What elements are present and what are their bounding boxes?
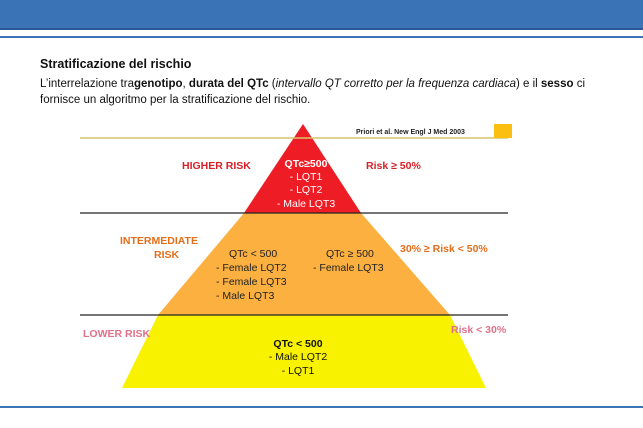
high-risk-value: Risk ≥ 50% (366, 160, 421, 172)
low-text-1: QTc < 500 (273, 338, 323, 350)
intro-bold-qtc: durata del QTc (188, 78, 269, 90)
intermediate-left-2: - Female LQT2 (216, 262, 287, 274)
footer-divider (0, 406, 643, 408)
intro-text-2: , (182, 78, 189, 90)
citation-color-box (494, 124, 512, 138)
intermediate-left-3: - Female LQT3 (216, 276, 287, 288)
intro-text-3: ( (268, 78, 276, 90)
intermediate-risk-value: 30% ≥ Risk < 50% (400, 243, 488, 255)
high-risk-label: HIGHER RISK (182, 160, 251, 172)
intermediate-risk-label-1: INTERMEDIATE (120, 235, 198, 247)
intermediate-right-1: QTc ≥ 500 (326, 248, 374, 260)
low-risk-label: LOWER RISK (83, 328, 151, 340)
intermediate-left-1: QTc < 500 (229, 248, 278, 260)
high-text-2: - LQT1 (289, 171, 323, 183)
high-text-3: - LQT2 (289, 184, 323, 196)
intermediate-right-2: - Female LQT3 (313, 262, 384, 274)
citation-text: Priori et al. New Engl J Med 2003 (356, 129, 465, 136)
intermediate-risk-label-2: RISK (154, 249, 180, 261)
pyramid-intermediate-level (158, 213, 450, 315)
high-text-1: QTc≥500 (284, 158, 328, 170)
intro-text-4: ) e il (515, 78, 541, 90)
intro-text-5: ci fornisce un algoritmo per la stratificazione del rischio. (40, 78, 585, 106)
high-text-4: - Male LQT3 (276, 198, 336, 210)
intermediate-left-4: - Male LQT3 (216, 290, 275, 302)
slide-title: Stratificazione del rischio (40, 57, 192, 71)
low-risk-value: Risk < 30% (451, 324, 507, 336)
intro-bold-sex: sesso (540, 78, 574, 90)
low-text-2: - Male LQT2 (268, 351, 328, 363)
intro-italic-qt: intervallo QT corretto per la frequenza cardiaca (275, 78, 516, 90)
intro-text-1: L’interrelazione tra (40, 78, 134, 90)
intro-bold-genotype: genotipo (133, 78, 183, 90)
low-text-3: - LQT1 (281, 365, 315, 377)
